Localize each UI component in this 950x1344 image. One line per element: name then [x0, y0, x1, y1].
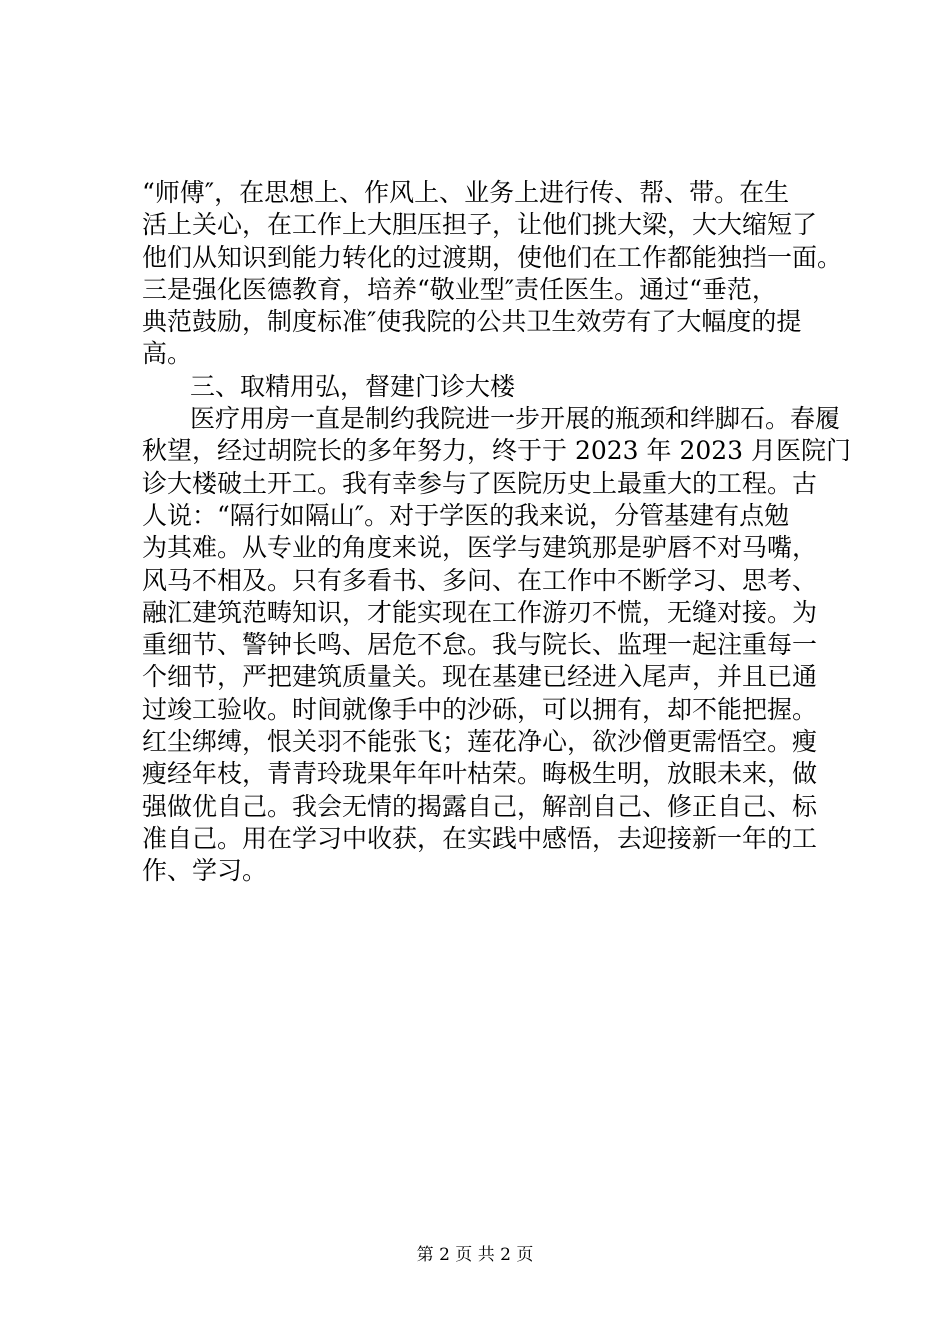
- paragraph-start: 医疗用房一直是制约我院进一步开展的瓶颈和绊脚石。春履: [190, 404, 841, 434]
- text-line: 活上关心，在工作上大胆压担子，让他们挑大梁，大大缩短了: [142, 210, 818, 240]
- text-line: 秋望，经过胡院长的多年努力，终于于 2023 年 2023 月医院门: [142, 436, 852, 466]
- text-line: 风马不相及。只有多看书、多问、在工作中不断学习、思考、: [142, 565, 818, 595]
- section-heading: 三、取精用弘，督建门诊大楼: [190, 371, 516, 401]
- text-line: 典范鼓励，制度标准″使我院的公共卫生效劳有了大幅度的提: [142, 307, 802, 337]
- text-line: “师傅″，在思想上、作风上、业务上进行传、帮、带。在生: [142, 178, 790, 207]
- page-footer: 第 2 页 共 2 页: [416, 1245, 534, 1265]
- body-text: [142, 177, 852, 888]
- text-line: 为其难。从专业的角度来说，医学与建筑那是驴唇不对马嘴，: [142, 533, 818, 563]
- text-line: 高。: [142, 339, 193, 369]
- text-line: 人说：“隔行如隔山″。对于学医的我来说，分管基建有点勉: [142, 500, 790, 530]
- text-line: 个细节，严把建筑质量关。现在基建已经进入尾声，并且已通: [142, 662, 818, 692]
- text-line: 准自己。用在学习中收获，在实践中感悟，去迎接新一年的工: [142, 823, 818, 853]
- text-line: 作、学习。: [142, 856, 268, 886]
- text-line: 他们从知识到能力转化的过渡期，使他们在工作都能独挡一面。: [142, 242, 843, 272]
- text-line: 瘦经年枝，青青玲珑果年年叶枯荣。晦极生明，放眼未来，做: [142, 759, 818, 789]
- text-line: 诊大楼破土开工。我有幸参与了医院历史上最重大的工程。古: [142, 468, 818, 498]
- text-line: 融汇建筑范畴知识，才能实现在工作游刃不慌，无缝对接。为: [142, 597, 818, 627]
- text-line: 三是强化医德教育，培养“敬业型″责任医生。通过“垂范，: [142, 274, 777, 304]
- text-line: 强做优自己。我会无情的揭露自己，解剖自己、修正自己、标: [142, 791, 818, 821]
- text-line: 过竣工验收。时间就像手中的沙砾，可以拥有，却不能把握。: [142, 694, 818, 724]
- text-line: 重细节、警钟长鸣、居危不怠。我与院长、监理一起注重每一: [142, 630, 818, 660]
- text-line: 红尘绑缚，恨关羽不能张飞；莲花净心，欲沙僧更需悟空。瘦: [142, 727, 818, 757]
